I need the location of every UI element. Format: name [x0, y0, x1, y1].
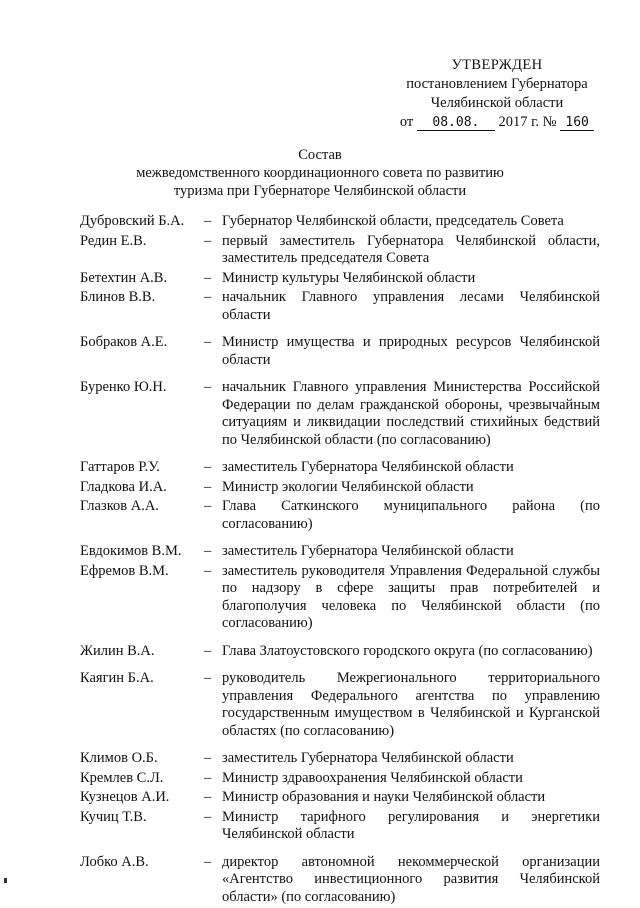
- member-role: Министр образования и науки Челябинской области: [222, 789, 546, 805]
- member-row: [80, 770, 600, 788]
- member-role: заместитель Губернатора Челябинской области: [222, 750, 514, 766]
- member-dash: –: [204, 379, 212, 395]
- member-row: [80, 789, 600, 807]
- member-role: начальник Главного управления Министерства Российской Федерации по делам гражданской обороны, чрезвычайным ситуациям и ликвидации последствий стихийных бедствий по Челябинской области (по согласованию): [222, 379, 600, 448]
- approval-year-label: 2017 г. №: [498, 114, 557, 130]
- member-role: Губернатор Челябинской области, председатель Совета: [222, 213, 564, 229]
- member-row: [80, 459, 600, 477]
- member-role: заместитель руководителя Управления Федеральной службы по надзору в сфере защиты прав потребителей и благополучия человека по Челябинской области (по согласованию): [222, 562, 600, 631]
- member-row: [80, 543, 600, 561]
- member-name: Глазков А.А.: [80, 498, 159, 514]
- member-name: Евдокимов В.М.: [80, 543, 182, 559]
- member-dash: –: [204, 769, 212, 786]
- member-role: начальник Главного управления лесами Челябинской области: [222, 289, 600, 323]
- member-name: Кремлев С.Л.: [80, 769, 164, 786]
- scan-mark: [4, 878, 7, 883]
- member-row: [80, 498, 600, 533]
- members-list: [80, 213, 600, 908]
- member-row: [80, 233, 600, 268]
- member-dash: –: [204, 642, 212, 659]
- member-name: Гладкова И.А.: [80, 478, 167, 495]
- member-name: Дубровский Б.А.: [80, 213, 185, 229]
- member-row: [80, 670, 600, 740]
- member-name: Гаттаров Р.У.: [80, 459, 160, 475]
- member-name: Климов О.Б.: [80, 750, 158, 766]
- member-role: Министр экологии Челябинской области: [222, 478, 474, 495]
- member-dash: –: [204, 334, 212, 350]
- member-name: Каягин Б.А.: [80, 670, 154, 686]
- member-row: [80, 334, 600, 369]
- title-line-2: межведомственного координационного совета по развитию: [136, 165, 504, 181]
- member-dash: –: [204, 269, 212, 286]
- member-name: Бобраков А.Е.: [80, 334, 168, 350]
- member-dash: –: [204, 478, 212, 495]
- approval-heading: УТВЕРЖДЕН: [451, 57, 543, 73]
- member-row: [80, 750, 600, 768]
- member-name: Бетехтин А.В.: [80, 269, 168, 286]
- member-name: Блинов В.В.: [80, 289, 156, 305]
- member-dash: –: [204, 232, 212, 249]
- member-row: [80, 563, 600, 633]
- member-role: заместитель Губернатора Челябинской области: [222, 543, 514, 559]
- approval-block: [392, 56, 602, 132]
- member-role: первый заместитель Губернатора Челябинской области, заместитель председателя Совета: [222, 232, 600, 266]
- member-dash: –: [204, 498, 212, 514]
- member-row: [80, 854, 600, 907]
- member-dash: –: [204, 213, 212, 229]
- title-line-3: туризма при Губернаторе Челябинской области: [173, 183, 467, 199]
- member-name: Кучиц Т.В.: [80, 808, 147, 825]
- member-name: Редин Е.В.: [80, 232, 147, 249]
- member-role: Министр культуры Челябинской области: [222, 269, 476, 286]
- member-row: [80, 809, 600, 844]
- approval-number-value: 160: [560, 115, 594, 131]
- approval-line-decree: постановлением Губернатора: [406, 76, 588, 92]
- member-dash: –: [204, 853, 212, 870]
- member-role: Глава Саткинского муниципального района (по согласованию): [222, 498, 600, 532]
- member-role: Министр тарифного регулирования и энергетики Челябинской области: [222, 808, 600, 842]
- member-row: [80, 643, 600, 661]
- approval-from-label: от: [399, 114, 414, 130]
- member-role: заместитель Губернатора Челябинской области: [222, 459, 514, 475]
- member-role: Глава Златоустовского городского округа (по согласованию): [222, 642, 593, 659]
- member-name: Лобко А.В.: [80, 853, 149, 870]
- member-dash: –: [204, 789, 212, 805]
- member-dash: –: [204, 670, 212, 686]
- member-role: Министр здравоохранения Челябинской области: [222, 769, 523, 786]
- member-role: руководитель Межрегионального территориального управления Федерального агентства по управлению государственным имуществом в Челябинской и Курганской областях (по согласованию): [222, 670, 600, 739]
- approval-line-region: Челябинской области: [430, 95, 564, 111]
- member-name: Ефремов В.М.: [80, 562, 169, 579]
- member-dash: –: [204, 459, 212, 475]
- document-title: [60, 146, 580, 200]
- member-row: [80, 270, 600, 288]
- member-row: [80, 289, 600, 324]
- member-dash: –: [204, 808, 212, 825]
- member-dash: –: [204, 562, 212, 579]
- approval-date-value: 08.08.: [417, 115, 495, 131]
- member-dash: –: [204, 289, 212, 305]
- member-row: [80, 479, 600, 497]
- title-line-1: Состав: [298, 147, 342, 163]
- member-name: Жилин В.А.: [80, 642, 155, 659]
- member-row: [80, 213, 600, 231]
- member-role: директор автономной некоммерческой организации «Агентство инвестиционного развития Челябинской области» (по согласованию): [222, 853, 600, 905]
- member-name: Буренко Ю.Н.: [80, 379, 167, 395]
- member-role: Министр имущества и природных ресурсов Челябинской области: [222, 334, 600, 368]
- member-row: [80, 379, 600, 449]
- member-name: Кузнецов А.И.: [80, 789, 170, 805]
- approval-date-line: [392, 113, 602, 132]
- member-dash: –: [204, 750, 212, 766]
- member-dash: –: [204, 543, 212, 559]
